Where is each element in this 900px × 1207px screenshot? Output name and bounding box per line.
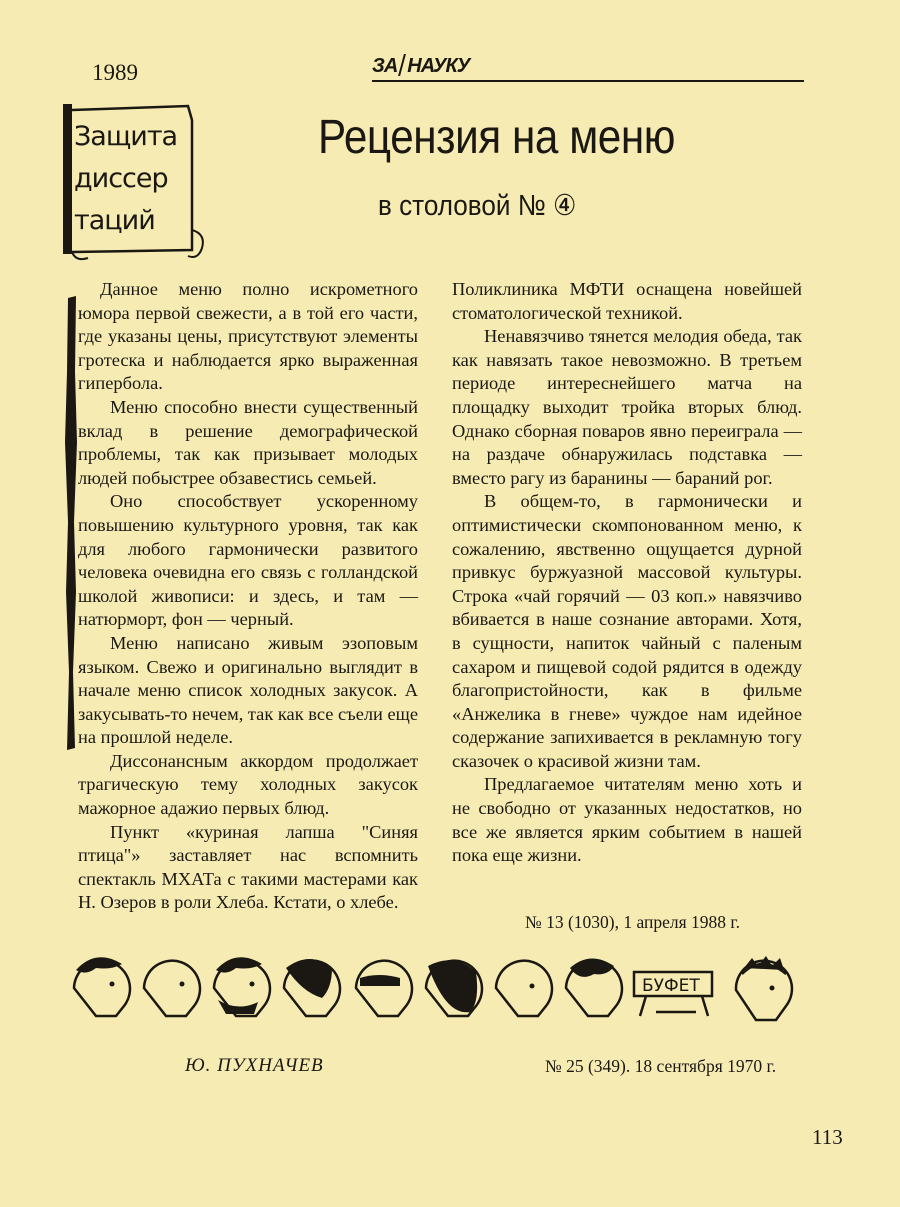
paragraph: Меню написано живым эзоповым языком. Свежо и оригинально выглядит в начале меню список холодных закусок. А закусывать-то нечем, так как все съели еще на прошлой неделе. [78,632,418,748]
article-title: Рецензия на меню [318,111,675,164]
article-issue-info: № 13 (1030), 1 апреля 1988 г. [525,912,741,932]
paragraph: Пункт «куриная лапша "Синяя птица"» заставляет нас вспомнить спектакль МХАТа с такими мастерами как Н. Озеров в роли Хлеба. Кстати, о хлебе. [78,821,418,913]
cartoon-faces-icon [66,950,806,1025]
logo-right: НАУКУ [407,55,470,77]
ink-margin-bar [62,292,78,752]
year: 1989 [92,60,138,85]
paragraph: В общем-то, в гармонически и оптимистически скомпонованном меню, к сожалению, явственно ощущается дурной привкус буржуазной массовой культуры. Строка «чай горячий — 03 коп.» навязчиво вбивается в наше сознание авторами. Хотя, в сущности, напиток чайный с паленым сахаром и пищевой содой рядится в одежду благопристойности, как в фильме «Анжелика в гневе» чуждое нам идейное содержание запихивается в рекламную тогу сказочек о красивой жизни там. [452,491,802,771]
stamp-line-1: Защита [74,121,178,152]
footer-issue-info: № 25 (349). 18 сентября 1970 г. [545,1056,777,1076]
paragraph: Ненавязчиво тянется мелодия обеда, так как навязать такое невозможно. В третьем периоде интереснейшего матча на площадку выходит тройка вторых блюд. Однако сборная поваров явно переиграла — на раздаче обнаружилась подставка — вместо рагу из баранины — бараний рог. [452,326,802,488]
buffet-sign: БУФЕТ [642,976,700,996]
paragraph: Предлагаемое читателям меню хоть и не свободно от указанных недостатков, но все же является ярким событием в нашей пока еще жизни. [452,774,802,866]
stamp-line-2: диссер [74,163,168,194]
page-number: 113 [812,1125,843,1149]
paragraph: Данное меню полно искрометного юмора первой свежести, а в той его части, где указаны цены, присутствуют элементы гротеска и наблюдается ярко выраженная гипербола. [78,279,418,394]
illustration-faces [66,950,806,1025]
logo-left: ЗА [372,55,398,77]
paragraph: Оно способствует ускоренному повышению культурного уровня, так как для любого гармонически развитого человека очевидна его связь с голландской школой живописи: и здесь, и там — натюрморт, фон — черный. [78,491,418,630]
stamp-line-3: таций [74,205,155,236]
article-column-1 [78,278,418,915]
header-rule [372,80,804,82]
author: Ю. ПУХНАЧЕВ [185,1055,324,1076]
paragraph: Поликлиника МФТИ оснащена новейшей стоматологической техникой. [452,279,802,323]
newspaper-logo [372,54,469,78]
paragraph: Меню способно внести существенный вклад в решение демографической проблемы, так как призывает молодых людей побыстрее обзавестись семьей. [78,396,418,488]
article-column-2 [452,278,802,868]
article-subtitle: в столовой № ④ [378,190,577,222]
section-stamp [60,100,210,268]
paragraph: Диссонансным аккордом продолжает трагическую тему холодных закусок мажорное адажио первых блюд. [78,750,418,819]
